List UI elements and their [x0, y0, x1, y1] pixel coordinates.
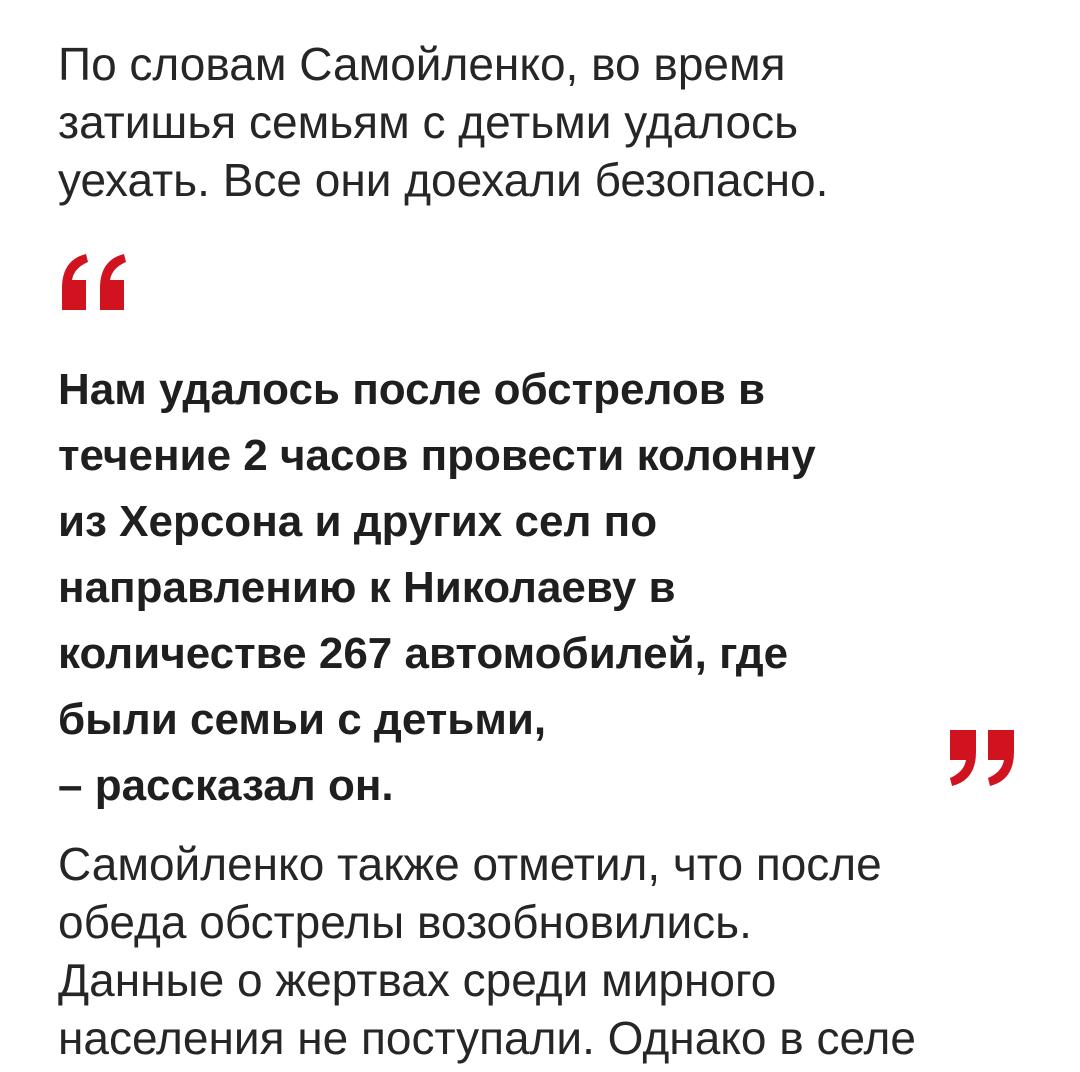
intro-line: затишья семьям с детьми удалось — [58, 96, 799, 148]
intro-line: По словам Самойленко, во время — [58, 38, 786, 90]
quote-line: количестве 267 автомобилей, где — [58, 629, 789, 678]
quote-close-icon — [942, 728, 1022, 788]
quote-attribution: – рассказал он. — [58, 761, 394, 810]
outro-line: населения не поступали. Однако в селе — [58, 1012, 916, 1064]
outro-paragraph — [58, 835, 1018, 1067]
quote-block — [58, 357, 958, 819]
quote-line: были семьи с детьми, — [58, 695, 547, 744]
intro-paragraph — [58, 35, 1018, 209]
outro-line: обеда обстрелы возобновились. — [58, 896, 752, 948]
quote-line: Нам удалось после обстрелов в — [58, 365, 766, 414]
outro-line: Самойленко также отметил, что после — [58, 838, 882, 890]
quote-open-icon — [56, 252, 136, 312]
quote-line: из Херсона и других сел по — [58, 497, 658, 546]
outro-line: Данные о жертвах среди мирного — [58, 954, 777, 1006]
quote-line: течение 2 часов провести колонну — [58, 431, 816, 480]
quote-line: направлению к Николаеву в — [58, 563, 676, 612]
intro-line: уехать. Все они доехали безопасно. — [58, 154, 829, 206]
